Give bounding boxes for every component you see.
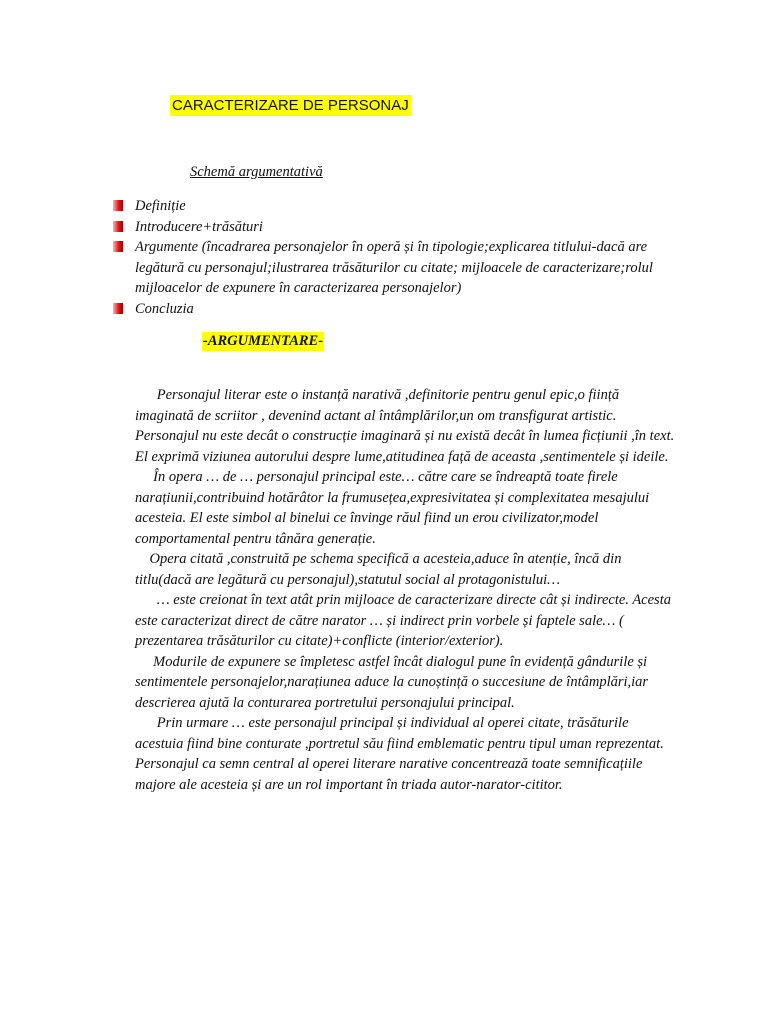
paragraph: Prin urmare … este personajul principal și individual al operei citate, trăsăturile acestuia fiind bine conturate ,portretul său fiind emblematic pentru tipul uman reprezentat. Personajul ca semn central al operei literare narative concentrează toate semnificațiile majore ale acesteia și are un rol important în triada autor-narator-cititor. [135,715,668,793]
bullet-square-icon [113,221,123,232]
outline-item-argumente [113,237,683,299]
bullet-square-icon [113,200,123,211]
paragraph: Opera citată ,construită pe schema specifică a acesteia,aduce în atenție, încă din titlu(dacă are legătură cu personajul),statutul social al protagonistului… [135,551,626,588]
bullet-square-icon [113,303,123,314]
paragraph: … este creionat în text atât prin mijloace de caracterizare directe cât și indirecte. Acesta este caracterizat direct de către narator … și indirect prin vorbele și faptele sale… ( prezentarea trăsăturilor cu citate)+conflicte (interior/exterior). [135,592,675,649]
outline-item-label: Introducere+trăsături [135,218,263,235]
document-subtitle: Schemă argumentativă [190,164,323,180]
paragraph: În opera … de … personajul principal este… către care se îndreaptă toate firele narațiunii,contribuind hotărâtor la frumusețea,expresivitatea și complexitatea mesajului acesteia. El este simbol al binelui ce învinge răul fiind un erou civilizator,model comportamental pentru tânăra generație. [135,469,653,547]
outline-item-introducere [113,217,683,238]
body-text [135,385,678,795]
outline-item-concluzia [113,299,683,320]
section-heading: -ARGUMENTARE- [203,333,324,349]
outline-item-label: Concluzia [135,300,194,317]
paragraph: Personajul literar este o instanță narativă ,definitorie pentru genul epic,o ființă imaginată de scriitor , devenind actant al întâmplărilor,un om transfigurat artistic. Personajul nu este decât o construcție imaginară și nu există decât în lumea ficțiunii ,în text. El exprimă viziunea autorului despre lume,atitudinea față de aceasta ,sentimentele și ideile. [135,387,678,465]
paragraph: Modurile de expunere se împletesc astfel încât dialogul pune în evidență gândurile și sentimentele personajelor,narațiunea aduce la cunoștință o succesiune de întâmplări,iar descrierea ajută la conturarea portretului personajului principal. [135,653,652,711]
outline-item-label: Argumente (încadrarea personajelor în operă și în tipologie;explicarea titlului-dacă are legătură cu personajul;ilustrarea trăsăturilor cu citate; mijloacele de caracterizare;rolul mijloacelor de expunere în caracterizarea personajelor) [135,239,653,296]
outline-list [113,196,683,319]
bullet-square-icon [113,241,123,252]
outline-item-label: Definiție [135,198,186,214]
document-title: CARACTERIZARE DE PERSONAJ [172,97,409,114]
outline-item-definitie [113,196,683,217]
